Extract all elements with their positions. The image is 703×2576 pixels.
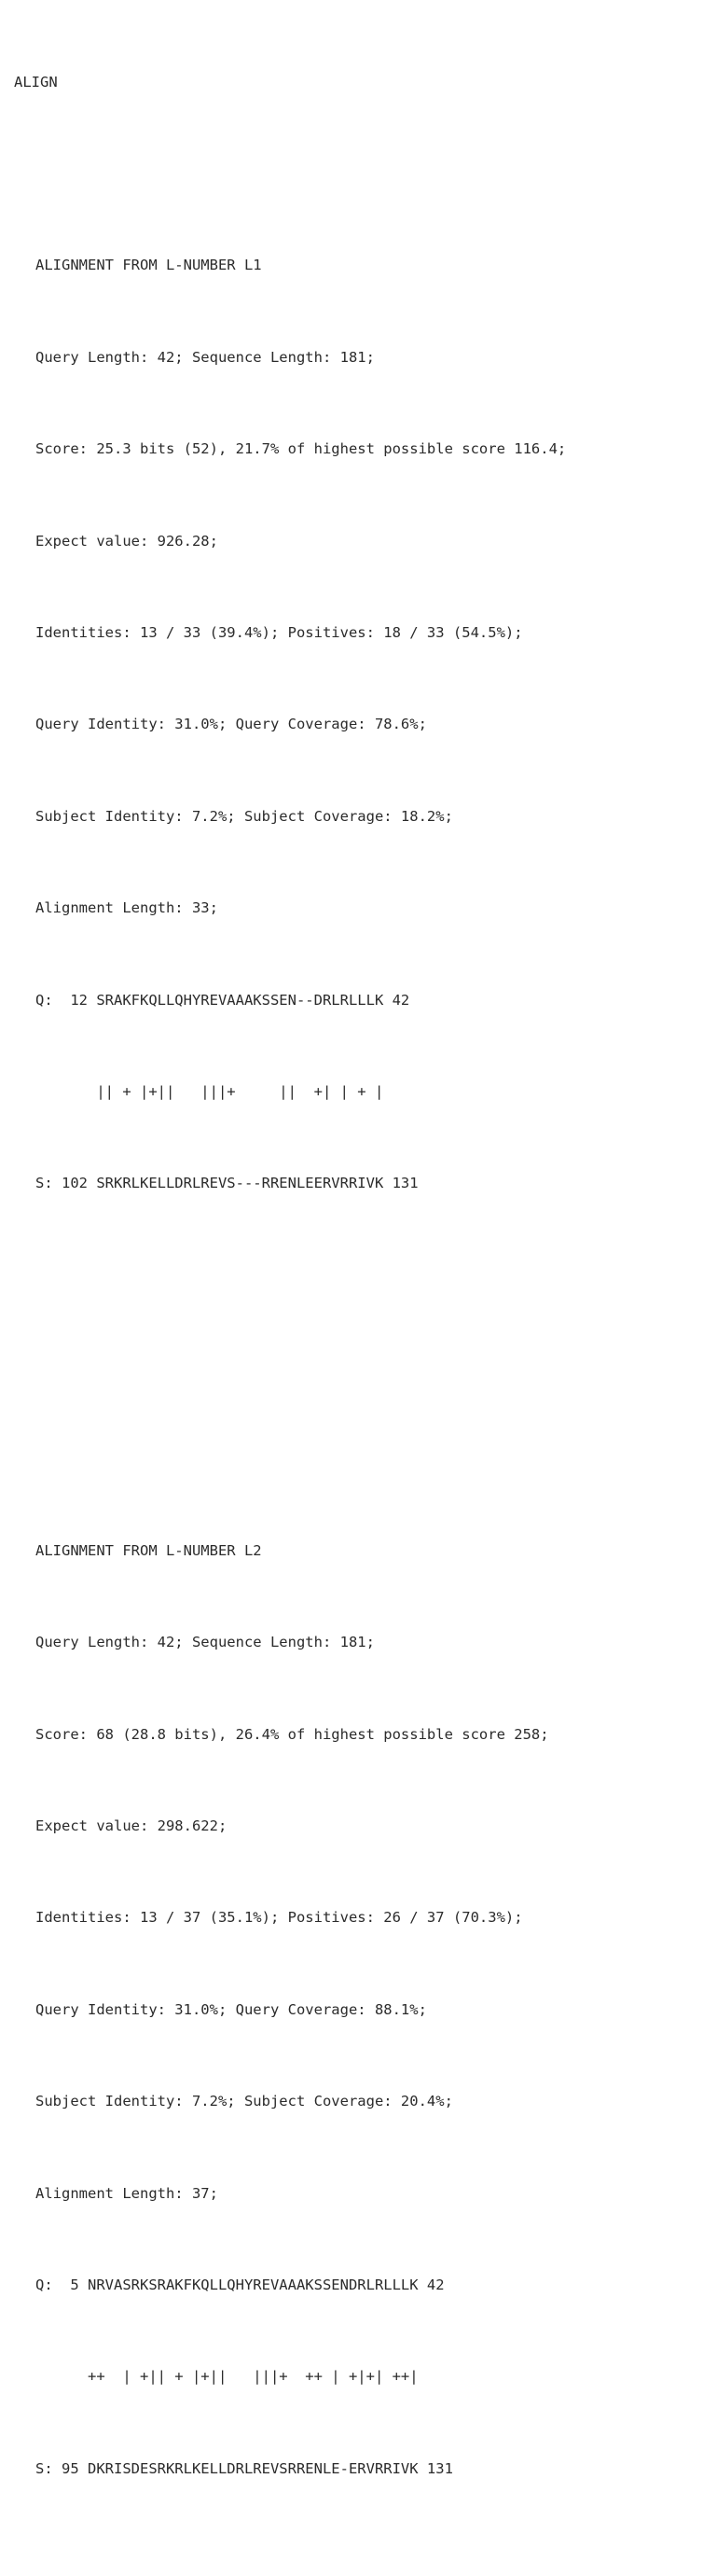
alignment-length-line: Alignment Length: 33; <box>35 899 218 917</box>
subject-identity-line: Subject Identity: 7.2%; Subject Coverage: 18.2%; <box>35 807 453 825</box>
score-line: Score: 68 (28.8 bits), 26.4% of highest possible score 258; <box>35 1725 549 1743</box>
subject-sequence: S: 102 SRKRLKELLDRLREVS---RRENLEERVRRIVK 131 <box>35 1175 419 1192</box>
query-length-line: Query Length: 42; Sequence Length: 181; <box>35 1634 375 1651</box>
alignment-title: ALIGNMENT FROM L-NUMBER L2 <box>35 1541 262 1559</box>
alignment-block-l1 <box>35 189 566 1260</box>
block-spacer <box>14 1352 566 1383</box>
query-identity-line: Query Identity: 31.0%; Query Coverage: 78.6%; <box>35 716 427 733</box>
report-header: ALIGN <box>14 73 58 91</box>
match-line: ++ | +|| + |+|| |||+ ++ | +|+| ++| <box>35 2368 419 2386</box>
alignment-title: ALIGNMENT FROM L-NUMBER L1 <box>35 257 262 274</box>
identities-line: Identities: 13 / 37 (35.1%); Positives: 26 / 37 (70.3%); <box>35 1909 523 1927</box>
alignment-length-line: Alignment Length: 37; <box>35 2184 218 2202</box>
match-line: || + |+|| |||+ || +| | + | <box>35 1082 384 1100</box>
expect-value-line: Expect value: 298.622; <box>35 1817 227 1835</box>
query-identity-line: Query Identity: 31.0%; Query Coverage: 88.1%; <box>35 2000 427 2018</box>
subject-sequence: S: 95 DKRISDESRKRLKELLDRLREVSRRENLE-ERVRRIVK 131 <box>35 2459 453 2477</box>
query-length-line: Query Length: 42; Sequence Length: 181; <box>35 348 375 366</box>
alignment-report <box>14 6 566 2576</box>
identities-line: Identities: 13 / 33 (39.4%); Positives: 18 / 33 (54.5%); <box>35 623 523 641</box>
query-sequence: Q: 12 SRAKFKQLLQHYREVAAAKSSEN--DRLRLLLK 42 <box>35 991 410 1009</box>
alignment-block-l2 <box>35 1474 566 2545</box>
query-sequence: Q: 5 NRVASRKSRAKFKQLLQHYREVAAAKSSENDRLRLLLK 42 <box>35 2276 445 2293</box>
subject-identity-line: Subject Identity: 7.2%; Subject Coverage: 20.4%; <box>35 2093 453 2110</box>
expect-value-line: Expect value: 926.28; <box>35 532 218 550</box>
score-line: Score: 25.3 bits (52), 21.7% of highest possible score 116.4; <box>35 440 567 458</box>
